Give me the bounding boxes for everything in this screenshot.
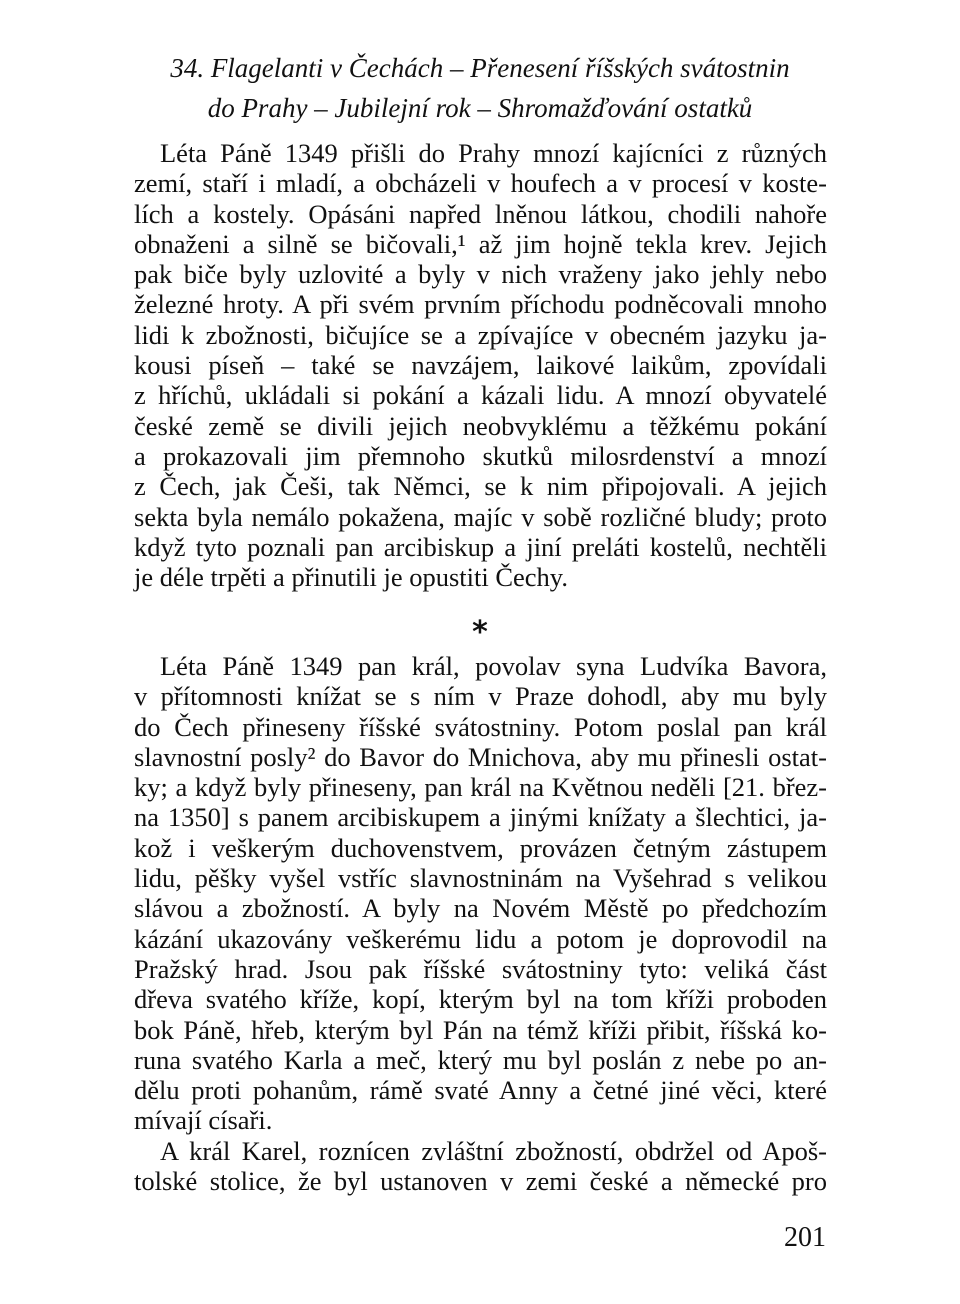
text-line: tolské stolice, že byl ustanoven v zemi české a německé pro (134, 1166, 827, 1197)
text-line: obnaženi a silně se bičovali,¹ až jim hojně tekla krev. Jejich (134, 228, 827, 259)
text-line: lích a kostely. Opásáni napřed lněnou látkou, chodili nahoře (134, 198, 827, 229)
text-line: a prokazovali jim přemnoho skutků milosrdenství a mnozí (134, 440, 827, 471)
text-line: Léta Páně 1349 přišli do Prahy mnozí kajícníci z různých (160, 138, 827, 168)
text-line: Léta Páně 1349 pan král, povolav syna Ludvíka Bavora, (160, 651, 827, 681)
text-line: je déle trpěti a přinutili je opustiti Čechy. (134, 562, 568, 593)
text-line: v přítomnosti knížat se s ním v Praze dohodl, aby mu byly (134, 681, 827, 712)
text-line: bok Páně, hřeb, kterým byl Pán na témž kříži přibit, říšská ko- (134, 1014, 827, 1045)
text-line: ky; a když byly přineseny, pan král na Květnou neděli [21. břez- (134, 772, 827, 803)
text-line: slavnostní posly² do Bavor do Mnichova, aby mu přinesli ostat- (134, 741, 827, 772)
section-separator: * (472, 615, 488, 650)
text-line: lidu, pěšky vyšel vstříc slavnostninám na Vyšehrad s velikou (134, 863, 827, 894)
text-line: dělu proti pohanům, rámě svaté Anny a četné jiné věci, které (134, 1075, 827, 1106)
text-line: pak biče byly uzlovité a byly v nich vraženy jako jehly nebo (134, 259, 827, 290)
text-line: kázání ukazovány veškerému lidu a potom je doprovodil na (134, 923, 827, 954)
text-line: české země se divili jejich neobvyklému a těžkému pokání (134, 410, 827, 441)
paragraph-flagellants (134, 138, 827, 592)
text-line: runa svatého Karla a meč, který mu byl poslán z nebe po an- (134, 1044, 827, 1075)
text-line: železné hroty. A při svém prvním příchodu podněcovali mnoho (134, 289, 827, 320)
page-number: 201 (784, 1222, 826, 1253)
text-line: lidi k zbožnosti, bičujíce se a zpívajíce v obecném jazyku ja- (134, 319, 827, 350)
text-line: Pražský hrad. Jsou pak říšské svátostniny tyto: veliká část (134, 953, 827, 984)
text-line: do Čech přineseny říšské svátostniny. Potom poslal pan král (134, 711, 827, 742)
chapter-heading-line-1: 34. Flagelanti v Čechách – Přenesení říšských svátostnin (170, 53, 790, 83)
text-line: z Čech, jak Češi, tak Němci, se k nim připojovali. A jejich (134, 471, 827, 502)
text-line: kož i veškerým duchovenstvem, provázen četným zástupem (134, 832, 827, 863)
text-line: dřeva svatého kříže, kopí, kterým byl na tom kříži proboden (134, 984, 827, 1015)
text-line: když tyto poznali pan arcibiskup a jiní preláti kostelů, nechtěli (134, 531, 827, 562)
text-line: mívají císaři. (134, 1105, 273, 1136)
text-line: kousi píseň – také se navzájem, laikové laikům, zpovídali (134, 350, 827, 381)
chapter-heading-line-2: do Prahy – Jubilejní rok – Shromažďování ostatků (207, 93, 753, 123)
paragraph-imperial-relics (134, 651, 827, 1196)
text-line: A král Karel, roznícen zvláštní zbožností, obdržel od Apoš- (160, 1135, 827, 1166)
chapter-heading (120, 48, 840, 128)
text-line: na 1350] s panem arcibiskupem a jinými knížaty a šlechtici, ja- (134, 802, 827, 833)
text-line: zemí, staří i mladí, a obcházeli v houfech a v procesí v koste- (134, 168, 827, 199)
text-line: z hříchů, ukládali si pokání a kázali lidu. A mnozí obyvatelé (134, 380, 827, 411)
text-line: slávou a zbožností. A byly na Novém Městě po předchozím (134, 893, 827, 924)
text-line: sekta byla nemálo pokažena, majíc v sobě rozličné bludy; proto (134, 501, 827, 532)
